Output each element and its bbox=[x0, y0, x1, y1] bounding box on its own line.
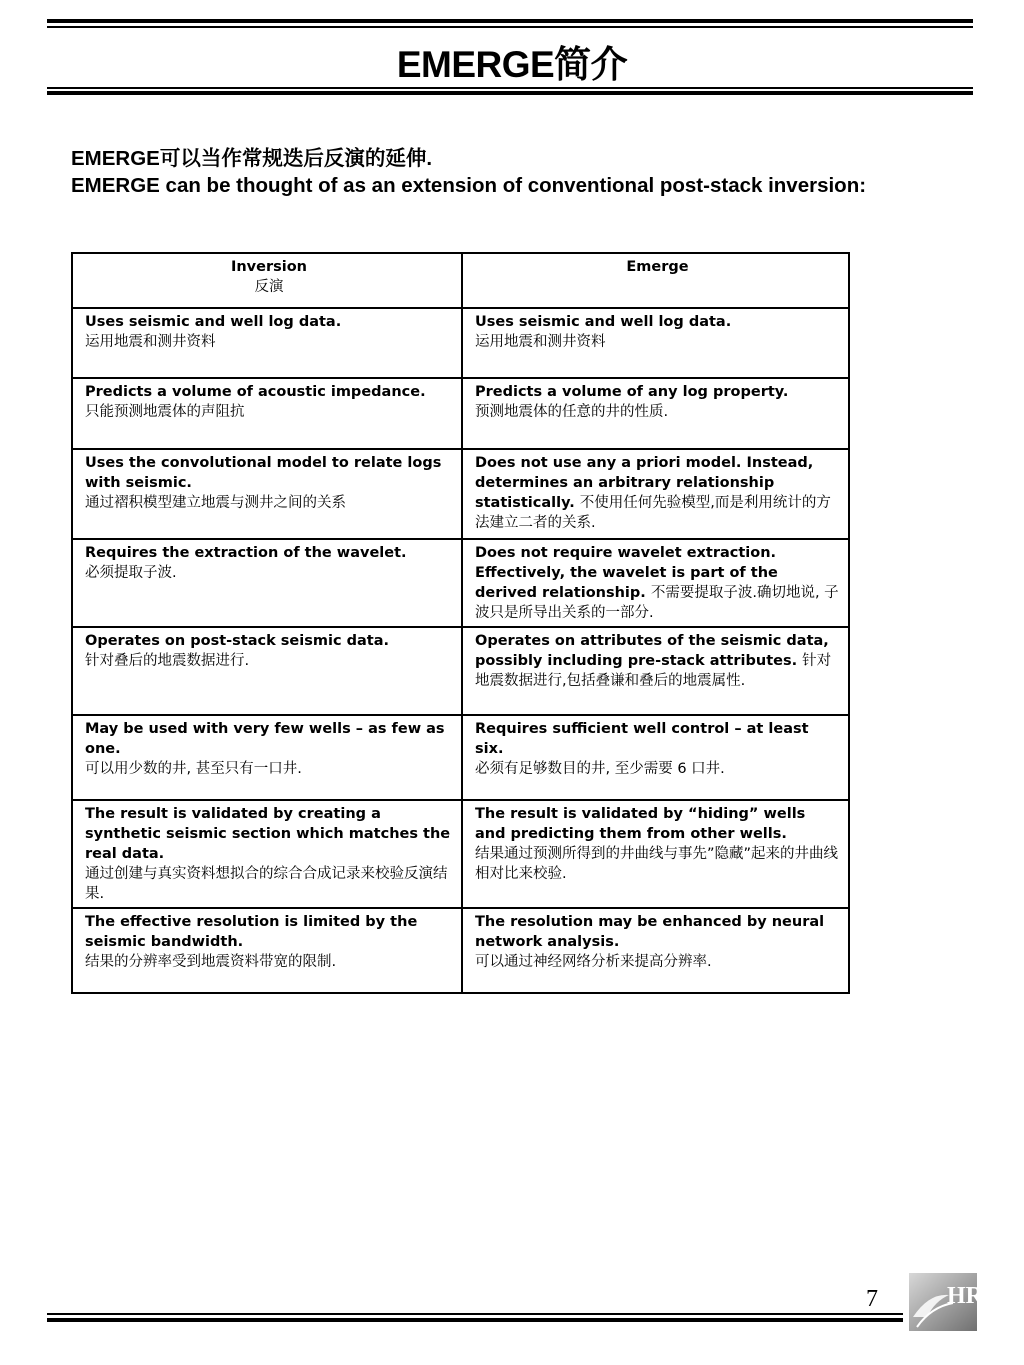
cell-zh: 通过创建与真实资料想拟合的综合合成记录来校验反演结果. bbox=[85, 866, 448, 902]
intro-line-en: EMERGE can be thought of as an extension of conventional post-stack inversion: bbox=[71, 174, 867, 197]
title-rule-thin bbox=[47, 87, 973, 89]
bottom-rule-thin bbox=[47, 1313, 903, 1315]
hr-logo-text: HR bbox=[947, 1283, 983, 1309]
cell-en: The resolution may be enhanced by neural network analysis. bbox=[475, 914, 825, 950]
cell-en: Predicts a volume of any log property. bbox=[475, 384, 789, 400]
cell-zh: 必须有足够数目的井, 至少需要 6 口井. bbox=[475, 761, 725, 777]
cell-emerge bbox=[462, 378, 849, 449]
cell-zh: 可以通过神经网络分析来提高分辨率. bbox=[475, 954, 712, 970]
header-inversion bbox=[72, 253, 462, 308]
header-emerge bbox=[462, 253, 849, 308]
top-rule-thin bbox=[47, 26, 973, 28]
cell-en: Uses the convolutional model to relate logs with seismic. bbox=[85, 455, 442, 491]
comparison-table bbox=[71, 252, 850, 994]
cell-inversion bbox=[72, 539, 462, 627]
cell-emerge bbox=[462, 800, 849, 908]
header-label-en: Inversion bbox=[230, 259, 308, 275]
table-row bbox=[72, 800, 849, 908]
cell-zh: 预测地震体的任意的井的性质. bbox=[475, 404, 669, 420]
cell-en: The effective resolution is limited by the seismic bandwidth. bbox=[85, 914, 418, 950]
cell-zh: 只能预测地震体的声阻抗 bbox=[85, 404, 245, 420]
table-row bbox=[72, 908, 849, 993]
table-row bbox=[72, 715, 849, 800]
cell-en: Operates on attributes of the seismic data, possibly including pre-stack attributes. bbox=[475, 633, 829, 669]
intro-line-zh: EMERGE可以当作常规迭后反演的延伸. bbox=[71, 147, 433, 170]
cell-en: The result is validated by “hiding” wells and predicting them from other wells. bbox=[475, 806, 806, 842]
cell-emerge bbox=[462, 908, 849, 993]
cell-en: Uses seismic and well log data. bbox=[475, 314, 732, 330]
cell-inversion bbox=[72, 449, 462, 539]
cell-en: The result is validated by creating a synthetic seismic section which matches the real data. bbox=[85, 806, 451, 862]
cell-emerge bbox=[462, 449, 849, 539]
cell-zh: 可以用少数的井, 甚至只有一口井. bbox=[85, 761, 302, 777]
title-rule-thick bbox=[47, 91, 973, 95]
cell-inversion bbox=[72, 378, 462, 449]
cell-en: Operates on post-stack seismic data. bbox=[85, 633, 389, 649]
table-row bbox=[72, 378, 849, 449]
cell-zh: 运用地震和测井资料 bbox=[475, 334, 606, 350]
cell-en: Requires sufficient well control – at least six. bbox=[475, 721, 809, 757]
top-rule-thick bbox=[47, 19, 973, 23]
cell-en: Does not require wavelet extraction. Effectively, the wavelet is part of the derived relationship. bbox=[475, 545, 778, 601]
cell-inversion bbox=[72, 627, 462, 715]
table-row bbox=[72, 308, 849, 378]
cell-emerge bbox=[462, 539, 849, 627]
header-label-zh: 反演 bbox=[254, 279, 284, 295]
page-title: EMERGE简介 bbox=[396, 44, 628, 85]
cell-zh: 不使用任何先验模型,而是利用统计的方法建立二者的关系. bbox=[475, 495, 831, 531]
hr-logo-icon bbox=[909, 1273, 983, 1331]
page-number: 7 bbox=[866, 1286, 878, 1312]
cell-zh: 通过褶积模型建立地震与测井之间的关系 bbox=[85, 495, 346, 511]
cell-zh: 必须提取子波. bbox=[85, 565, 177, 581]
cell-zh: 运用地震和测井资料 bbox=[85, 334, 216, 350]
cell-inversion bbox=[72, 908, 462, 993]
cell-zh: 结果通过预测所得到的井曲线与事先”隐藏”起来的井曲线相对比来校验. bbox=[475, 846, 839, 882]
cell-en: Uses seismic and well log data. bbox=[85, 314, 342, 330]
cell-en: Does not use any a priori model. Instead, determines an arbitrary relationship statistically. bbox=[475, 455, 814, 511]
header-label-en: Emerge bbox=[626, 259, 689, 275]
table-row bbox=[72, 539, 849, 627]
bottom-rule-thick bbox=[47, 1318, 903, 1322]
hr-logo-graphic bbox=[909, 1273, 983, 1331]
cell-inversion bbox=[72, 308, 462, 378]
cell-en: Predicts a volume of acoustic impedance. bbox=[85, 384, 426, 400]
cell-inversion bbox=[72, 715, 462, 800]
cell-emerge bbox=[462, 627, 849, 715]
intro-text bbox=[71, 145, 871, 199]
cell-en: May be used with very few wells – as few as one. bbox=[85, 721, 445, 757]
cell-emerge bbox=[462, 715, 849, 800]
cell-zh: 针对叠后的地震数据进行. bbox=[85, 653, 250, 669]
table-header-row bbox=[72, 253, 849, 308]
table-row bbox=[72, 627, 849, 715]
table-row bbox=[72, 449, 849, 539]
cell-emerge bbox=[462, 308, 849, 378]
cell-inversion bbox=[72, 800, 462, 908]
cell-zh: 结果的分辨率受到地震资料带宽的限制. bbox=[85, 954, 337, 970]
cell-zh: 针对地震数据进行,包括叠谦和叠后的地震属性. bbox=[475, 653, 832, 689]
cell-zh: 不需要提取子波.确切地说, 子波只是所导出关系的一部分. bbox=[475, 585, 839, 621]
cell-en: Requires the extraction of the wavelet. bbox=[85, 545, 407, 561]
